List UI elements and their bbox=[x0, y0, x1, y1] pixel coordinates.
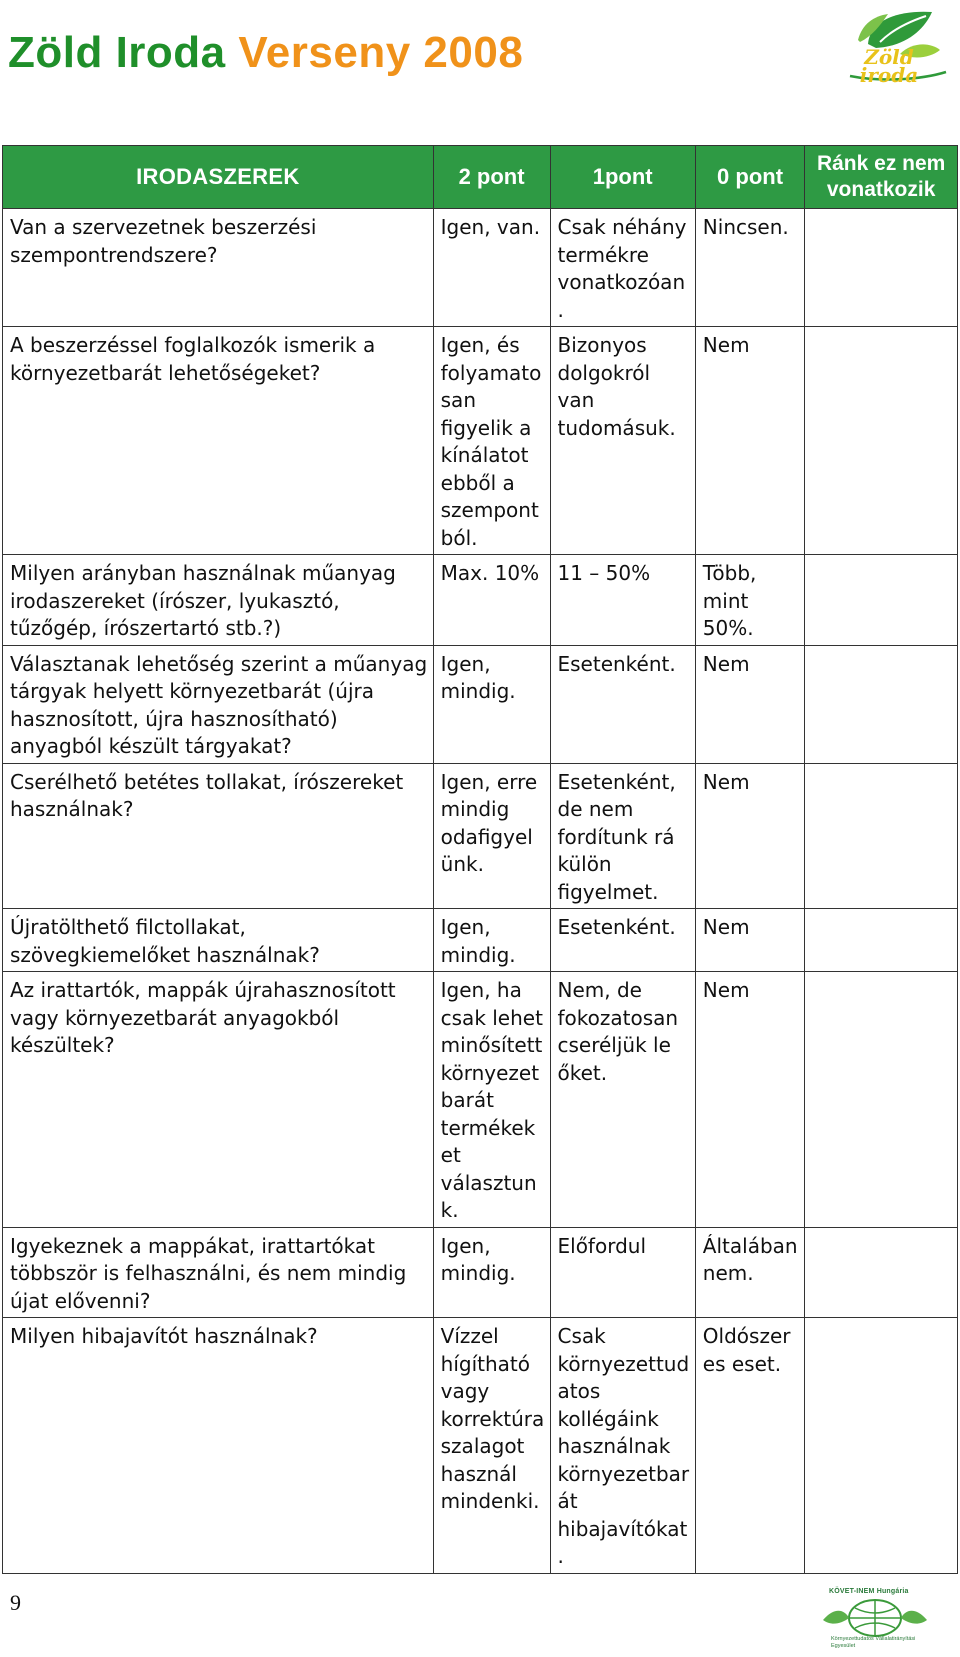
one-point-cell: Esetenként. bbox=[550, 909, 695, 972]
one-point-cell: Bizonyos dolgokról van tudomásuk. bbox=[550, 327, 695, 555]
header-two-points: 2 pont bbox=[433, 146, 550, 209]
question-cell: Cserélhető betétes tollakat, írószereket használnak? bbox=[3, 763, 434, 909]
question-cell: Újratölthető filctollakat, szövegkiemelőket használnak? bbox=[3, 909, 434, 972]
question-cell: Milyen hibajavítót használnak? bbox=[3, 1318, 434, 1574]
question-cell: Az irattartók, mappák újrahasznosított vagy környezetbarát anyagokból készültek? bbox=[3, 972, 434, 1228]
one-point-cell: Csak néhány termékre vonatkozóan. bbox=[550, 209, 695, 327]
table-row bbox=[3, 972, 958, 1228]
two-point-cell: Vízzel hígítható vagy korrektúra szalagot használ mindenki. bbox=[433, 1318, 550, 1574]
zero-point-cell: Oldószeres eset. bbox=[695, 1318, 805, 1574]
not-applicable-cell bbox=[805, 209, 958, 327]
not-applicable-cell bbox=[805, 555, 958, 646]
one-point-cell: Nem, de fokozatosan cseréljük le őket. bbox=[550, 972, 695, 1228]
zero-point-cell: Nem bbox=[695, 972, 805, 1228]
kovet-logo-brand: KÖVET-INEM Hungária bbox=[829, 1588, 909, 1595]
title-part-green: Zöld Iroda bbox=[8, 28, 226, 77]
two-point-cell: Igen, ha csak lehet minősített környezetbarát termékeket választunk. bbox=[433, 972, 550, 1228]
table-row bbox=[3, 327, 958, 555]
not-applicable-cell bbox=[805, 763, 958, 909]
one-point-cell: Esetenként, de nem fordítunk rá külön figyelmet. bbox=[550, 763, 695, 909]
two-point-cell: Igen, van. bbox=[433, 209, 550, 327]
two-point-cell: Max. 10% bbox=[433, 555, 550, 646]
not-applicable-cell bbox=[805, 327, 958, 555]
page-number: 9 bbox=[10, 1590, 21, 1615]
kovet-logo bbox=[815, 1588, 945, 1652]
one-point-cell: Előfordul bbox=[550, 1227, 695, 1318]
two-point-cell: Igen, mindig. bbox=[433, 909, 550, 972]
office-supplies-table bbox=[2, 145, 958, 1574]
question-cell: Igyekeznek a mappákat, irattartókat többször is felhasználni, és nem mindig újat elővenni? bbox=[3, 1227, 434, 1318]
zero-point-cell: Nem bbox=[695, 327, 805, 555]
header-zero-points: 0 pont bbox=[695, 146, 805, 209]
one-point-cell: Esetenként. bbox=[550, 645, 695, 763]
not-applicable-cell bbox=[805, 1318, 958, 1574]
question-cell: Milyen arányban használnak műanyag irodaszereket (írószer, lyukasztó, tűzőgép, írószertartó stb.?) bbox=[3, 555, 434, 646]
not-applicable-cell bbox=[805, 909, 958, 972]
question-cell: Van a szervezetnek beszerzési szempontrendszere? bbox=[3, 209, 434, 327]
table-row bbox=[3, 645, 958, 763]
title-part-orange: Verseny 2008 bbox=[238, 28, 524, 77]
not-applicable-cell bbox=[805, 972, 958, 1228]
zero-point-cell: Nem bbox=[695, 763, 805, 909]
table-row bbox=[3, 555, 958, 646]
zero-point-cell: Több, mint 50%. bbox=[695, 555, 805, 646]
zero-point-cell: Nincsen. bbox=[695, 209, 805, 327]
logo-text-line1: Zöld bbox=[864, 45, 914, 69]
table-header-row bbox=[3, 146, 958, 209]
one-point-cell: 11 – 50% bbox=[550, 555, 695, 646]
kovet-logo-tagline: Környezettudatos Vállalatirányítási Egyesület bbox=[831, 1636, 916, 1649]
two-point-cell: Igen, mindig. bbox=[433, 645, 550, 763]
header-category: IRODASZEREK bbox=[3, 146, 434, 209]
table-row bbox=[3, 1318, 958, 1574]
question-cell: A beszerzéssel foglalkozók ismerik a környezetbarát lehetőségeket? bbox=[3, 327, 434, 555]
one-point-cell: Csak környezettudatos kollégáink használnak környezetbarát hibajavítókat. bbox=[550, 1318, 695, 1574]
table-row bbox=[3, 209, 958, 327]
page-title bbox=[8, 28, 523, 78]
not-applicable-cell bbox=[805, 1227, 958, 1318]
table-row bbox=[3, 763, 958, 909]
table-row bbox=[3, 909, 958, 972]
not-applicable-cell bbox=[805, 645, 958, 763]
zold-iroda-logo bbox=[840, 2, 950, 90]
zero-point-cell: Általában nem. bbox=[695, 1227, 805, 1318]
logo-text-line2: iroda bbox=[859, 63, 919, 87]
two-point-cell: Igen, erre mindig odafigyelünk. bbox=[433, 763, 550, 909]
two-point-cell: Igen, mindig. bbox=[433, 1227, 550, 1318]
table-row bbox=[3, 1227, 958, 1318]
zero-point-cell: Nem bbox=[695, 645, 805, 763]
zero-point-cell: Nem bbox=[695, 909, 805, 972]
header-one-point: 1pont bbox=[550, 146, 695, 209]
question-cell: Választanak lehetőség szerint a műanyag tárgyak helyett környezetbarát (újra hasznosított, újra hasznosítható) anyagból készült tárgyakat? bbox=[3, 645, 434, 763]
header-not-applicable: Ránk ez nem vonatkozik bbox=[805, 146, 958, 209]
logo-text bbox=[854, 45, 924, 87]
two-point-cell: Igen, és folyamatosan figyelik a kínálatot ebből a szempontból. bbox=[433, 327, 550, 555]
